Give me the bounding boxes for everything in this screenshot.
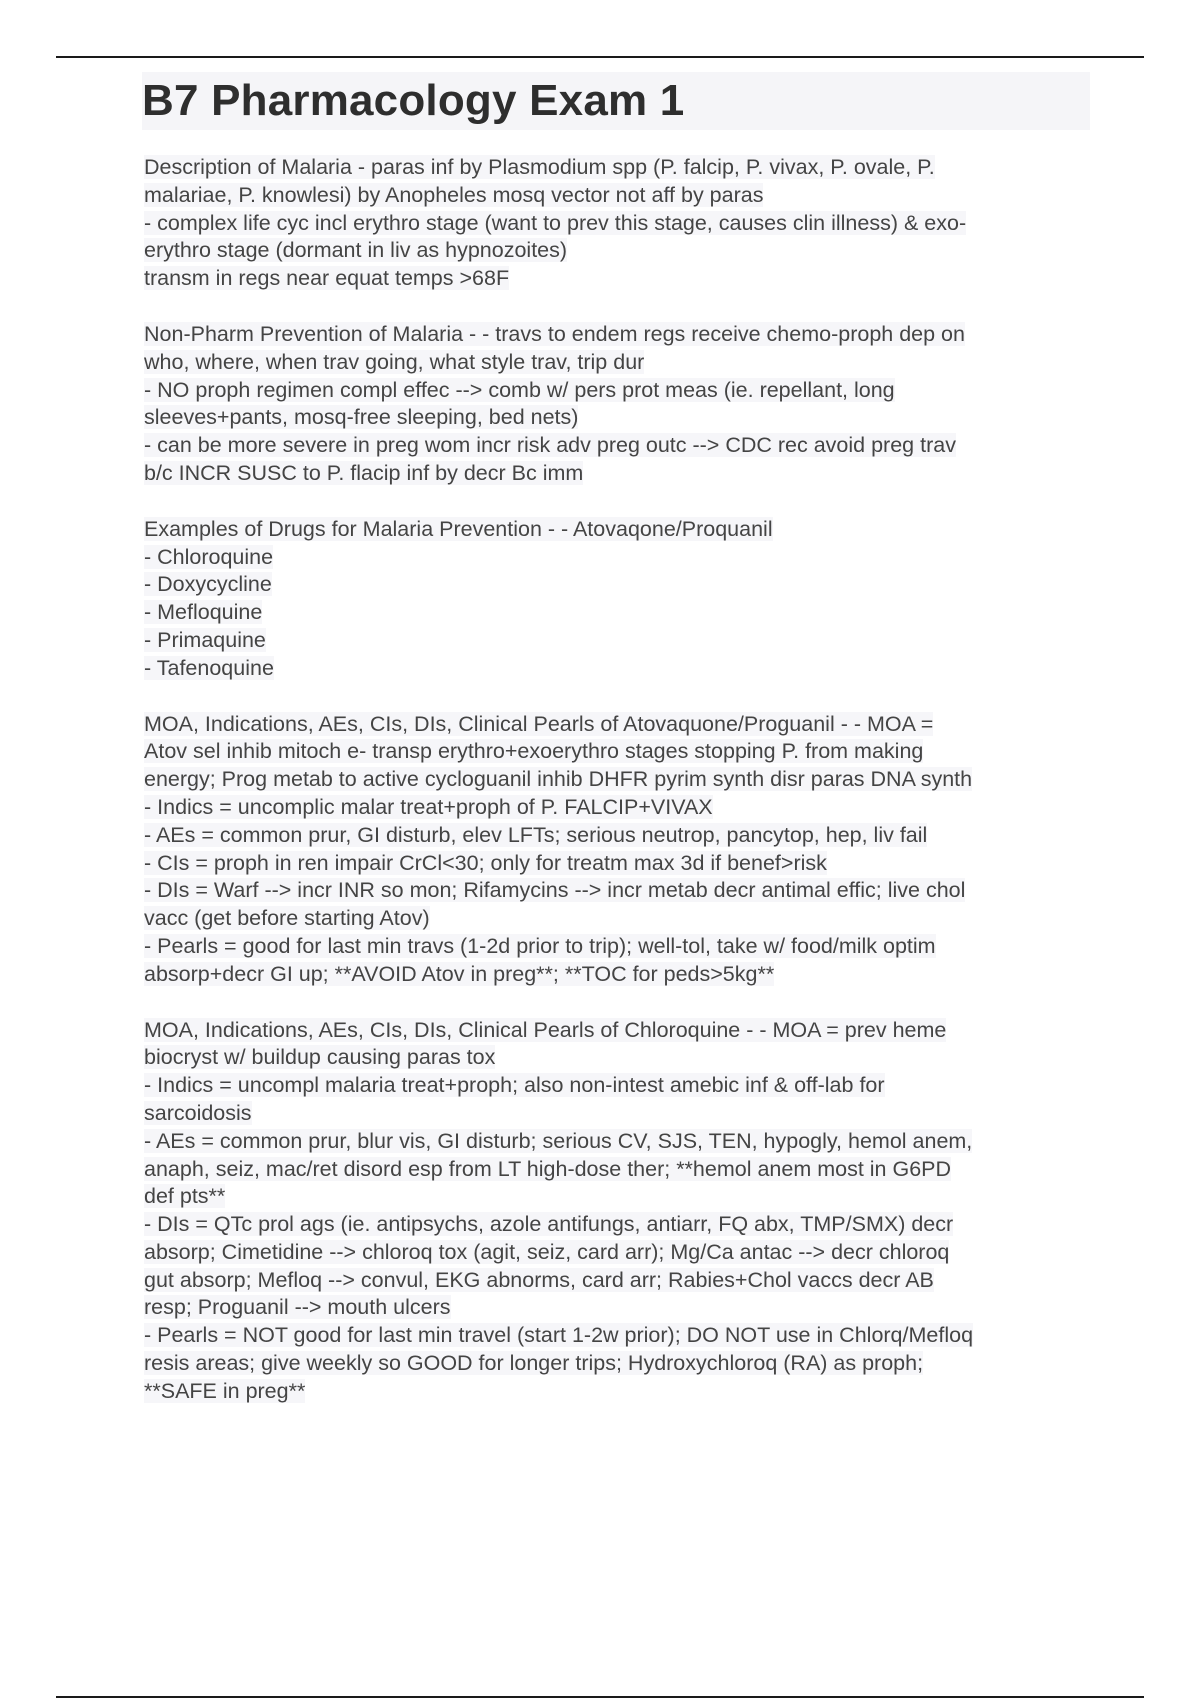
flashcard-line-row [144,877,1094,905]
flashcard-line-row [144,321,1094,349]
flashcard-line-row [144,655,1094,683]
flashcard-text-line: - Mefloquine [144,600,263,625]
flashcard-line-row [144,599,1094,627]
title-box [142,72,1090,130]
flashcard-text-line: gut absorp; Mefloq --> convul, EKG abnorms, card arr; Rabies+Chol vaccs decr AB [144,1267,934,1292]
flashcard-text-line: energy; Prog metab to active cycloguanil inhib DHFR pyrim synth disr paras DNA synth [144,767,973,792]
flashcard-line-row [144,1100,1094,1128]
flashcard-line-row [144,961,1094,989]
flashcard-line-row [144,460,1094,488]
flashcard-line-row [144,933,1094,961]
flashcard-line-row [144,850,1094,878]
flashcard-text-line: anaph, seiz, mac/ret disord esp from LT high-dose ther; **hemol anem most in G6PD [144,1156,952,1181]
flashcard-text-line: vacc (get before starting Atov) [144,906,430,931]
flashcard-line-row [144,738,1094,766]
page-title: B7 Pharmacology Exam 1 [142,76,685,125]
flashcard-text-line: transm in regs near equat temps >68F [144,266,510,291]
flashcard-line-row [144,822,1094,850]
flashcard-text-line: - DIs = Warf --> incr INR so mon; Rifamycins --> incr metab decr antimal effic; live chol [144,878,966,903]
flashcard-line-row [144,1267,1094,1295]
flashcard-text-line: Examples of Drugs for Malaria Prevention - - Atovaqone/Proquanil [144,516,773,541]
flashcard-line-row [144,1156,1094,1184]
flashcard-text-line: resp; Proguanil --> mouth ulcers [144,1295,451,1320]
flashcard-text-line: - Pearls = good for last min travs (1-2d prior to trip); well-tol, take w/ food/milk optim [144,933,936,958]
document-content [144,72,1094,1434]
flashcard-text-line: absorp; Cimetidine --> chloroq tox (agit, seiz, card arr); Mg/Ca antac --> decr chloroq [144,1239,950,1264]
flashcard-line-row [144,794,1094,822]
flashcard-line-row [144,1211,1094,1239]
flashcard-line-row [144,432,1094,460]
flashcard-text-line: erythro stage (dormant in liv as hypnozoites) [144,238,568,263]
flashcard-line-row [144,1294,1094,1322]
flashcard-text-line: Atov sel inhib mitoch e- transp erythro+exoerythro stages stopping P. from making [144,739,924,764]
bottom-rule [56,1696,1144,1698]
flashcard-text-line: - Doxycycline [144,572,272,597]
top-rule [56,56,1144,58]
flashcard [144,154,1094,293]
flashcard-line-row [144,627,1094,655]
flashcard [144,711,1094,989]
flashcard-line-row [144,182,1094,210]
flashcard-line-row [144,404,1094,432]
flashcard-text-line: MOA, Indications, AEs, CIs, DIs, Clinical Pearls of Chloroquine - - MOA = prev heme [144,1017,947,1042]
flashcard-text-line: b/c INCR SUSC to P. flacip inf by decr Bc imm [144,460,584,485]
flashcard-text-line: - complex life cyc incl erythro stage (want to prev this stage, causes clin illness) & exo- [144,210,967,235]
flashcard-text-line: malariae, P. knowlesi) by Anopheles mosq vector not aff by paras [144,182,764,207]
flashcard-line-row [144,265,1094,293]
flashcard-text-line: who, where, when trav going, what style trav, trip dur [144,349,645,374]
flashcard-line-row [144,516,1094,544]
flashcard-text-line: - CIs = proph in ren impair CrCl<30; only for treatm max 3d if benef>risk [144,850,827,875]
flashcard-line-row [144,349,1094,377]
flashcard [144,516,1094,683]
flashcard-line-row [144,1128,1094,1156]
flashcard-text-line: - Primaquine [144,627,266,652]
flashcard-text-line: def pts** [144,1184,226,1209]
flashcard-line-row [144,1072,1094,1100]
flashcard-text-line: - AEs = common prur, GI disturb, elev LFTs; serious neutrop, pancytop, hep, liv fail [144,822,928,847]
flashcard-list [144,154,1094,1406]
flashcard-line-row [144,377,1094,405]
flashcard-text-line: biocryst w/ buildup causing paras tox [144,1045,496,1070]
flashcard-line-row [144,1017,1094,1045]
flashcard-line-row [144,1350,1094,1378]
flashcard-text-line: absorp+decr GI up; **AVOID Atov in preg**; **TOC for peds>5kg** [144,961,775,986]
flashcard-text-line: - Indics = uncompl malaria treat+proph; also non-intest amebic inf & off-lab for [144,1073,885,1098]
flashcard [144,321,1094,488]
flashcard-line-row [144,905,1094,933]
flashcard-text-line: - NO proph regimen compl effec --> comb w/ pers prot meas (ie. repellant, long [144,377,895,402]
flashcard-line-row [144,237,1094,265]
flashcard-text-line: - Tafenoquine [144,655,274,680]
flashcard-text-line: **SAFE in preg** [144,1378,306,1403]
flashcard-text-line: Non-Pharm Prevention of Malaria - - travs to endem regs receive chemo-proph dep on [144,321,965,346]
flashcard-text-line: - Pearls = NOT good for last min travel (start 1-2w prior); DO NOT use in Chlorq/Mefloq [144,1323,974,1348]
flashcard-text-line: MOA, Indications, AEs, CIs, DIs, Clinical Pearls of Atovaquone/Proguanil - - MOA = [144,711,934,736]
flashcard-text-line: Description of Malaria - paras inf by Plasmodium spp (P. falcip, P. vivax, P. ovale, P. [144,155,935,179]
flashcard-line-row [144,1239,1094,1267]
flashcard-text-line: sarcoidosis [144,1100,252,1125]
flashcard-line-row [144,544,1094,572]
flashcard [144,1017,1094,1406]
flashcard-line-row [144,154,1094,182]
flashcard-text-line: sleeves+pants, mosq-free sleeping, bed nets) [144,405,579,430]
flashcard-line-row [144,1378,1094,1406]
flashcard-line-row [144,766,1094,794]
flashcard-text-line: - AEs = common prur, blur vis, GI disturb; serious CV, SJS, TEN, hypogly, hemol anem, [144,1128,973,1153]
flashcard-line-row [144,711,1094,739]
flashcard-line-row [144,1044,1094,1072]
flashcard-line-row [144,1183,1094,1211]
flashcard-text-line: resis areas; give weekly so GOOD for longer trips; Hydroxychloroq (RA) as proph; [144,1351,924,1376]
flashcard-line-row [144,1322,1094,1350]
flashcard-text-line: - DIs = QTc prol ags (ie. antipsychs, azole antifungs, antiarr, FQ abx, TMP/SMX) decr [144,1212,954,1237]
flashcard-text-line: - Chloroquine [144,544,274,569]
flashcard-line-row [144,571,1094,599]
flashcard-line-row [144,210,1094,238]
flashcard-text-line: - Indics = uncomplic malar treat+proph of P. FALCIP+VIVAX [144,794,713,819]
flashcard-text-line: - can be more severe in preg wom incr risk adv preg outc --> CDC rec avoid preg trav [144,433,956,458]
